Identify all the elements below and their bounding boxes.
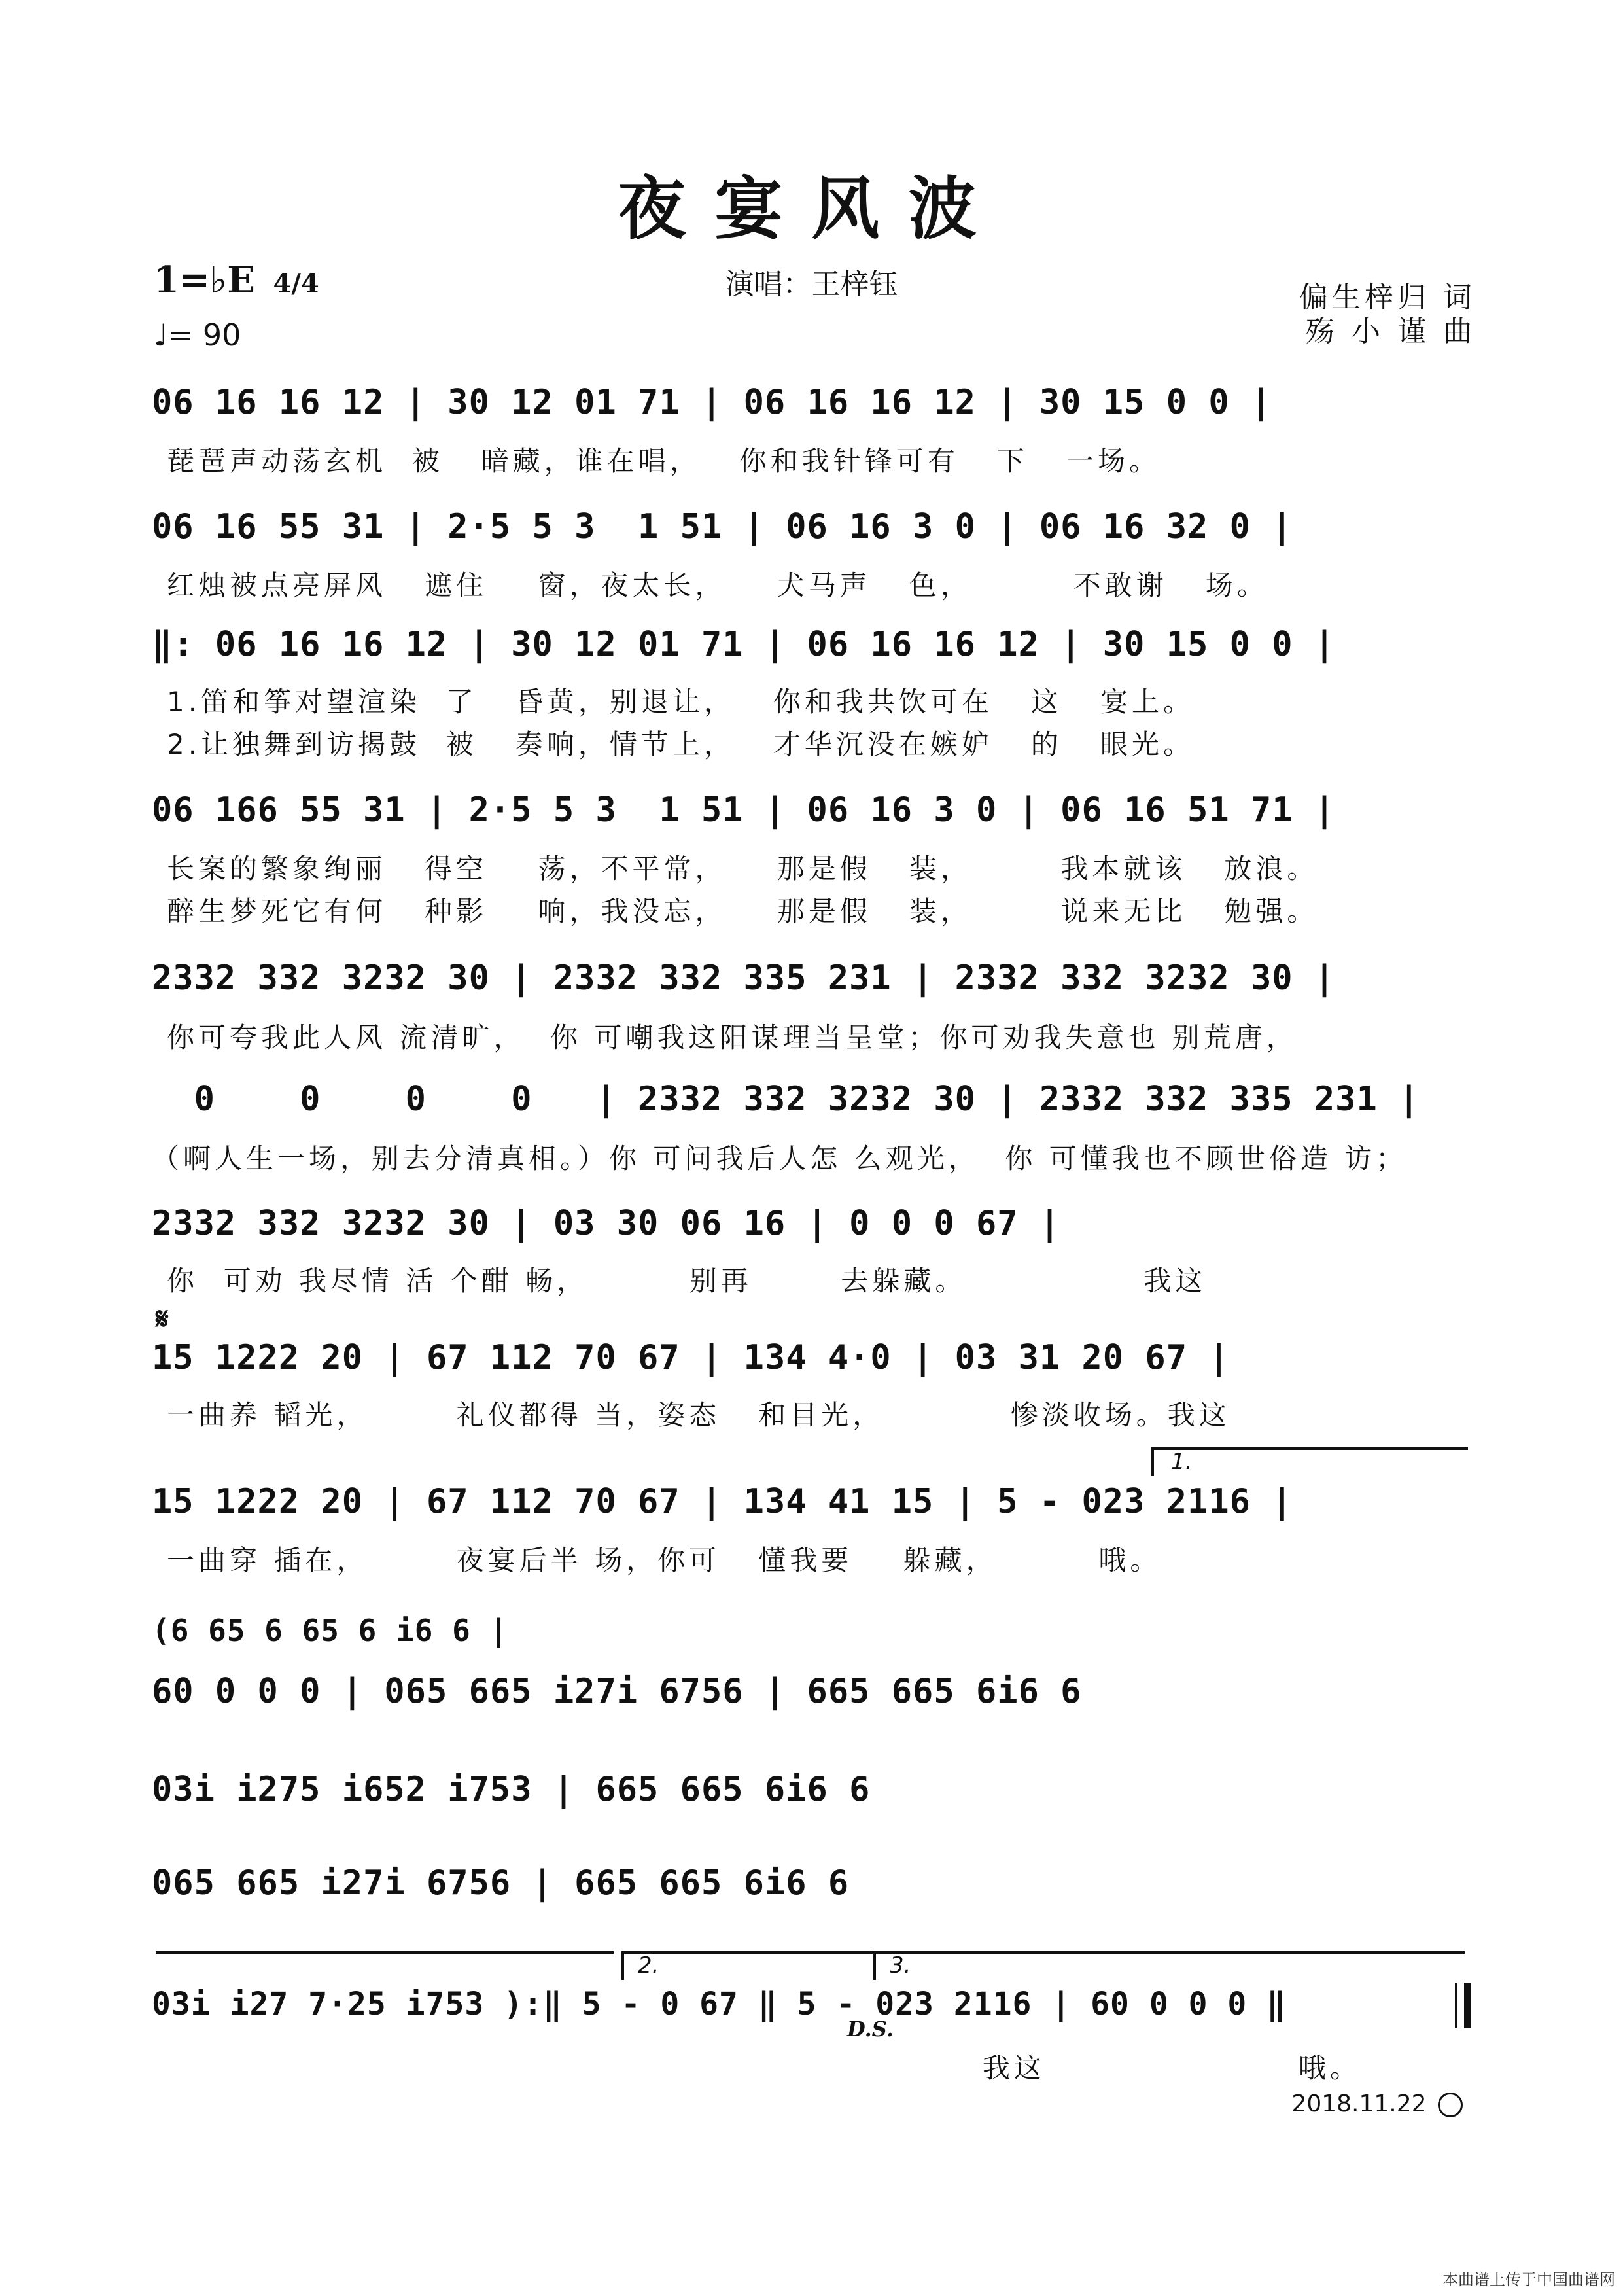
- repeat-bracket: [156, 1951, 614, 1973]
- lyric-line: 红烛被点亮屏风 遮住 窗，夜太长， 犬马声 色， 不敢谢 场。: [167, 569, 1268, 601]
- notation-line: 15 1222 20 | 67 112 70 67 | 134 4·0 | 03 31 20 67 |: [152, 1338, 1230, 1377]
- interlude-line: 065 665 i27i 6756 | 665 665 6i6 6: [152, 1863, 850, 1903]
- notation-line: ‖: 06 16 16 12 | 30 12 01 71 | 06 16 16 12 | 30 15 0 0 |: [152, 625, 1336, 664]
- interlude-line: 03i i275 i652 i753 | 665 665 6i6 6: [152, 1770, 871, 1809]
- singer-credit: 演唱：王梓钰: [725, 268, 898, 301]
- lyric-line: 琵琶声动荡玄机 被 暗藏，谁在唱， 你和我针锋可有 下 一场。: [167, 445, 1161, 477]
- date-text: 2018.11.22: [1291, 2091, 1427, 2117]
- lyric-line: 2.让独舞到访揭鼓 被 奏响，情节上， 才华沉没在嫉妒 的 眼光。: [167, 728, 1195, 760]
- lyric-line: （啊人生一场，别去分清真相。）你 可问我后人怎 么观光， 你 可懂我也不顾世俗造 访；: [152, 1142, 1408, 1174]
- interlude-cue-line: (6 65 6 65 6 i6 6 |: [152, 1613, 509, 1648]
- interlude-line: 60 0 0 0 | 065 665 i27i 6756 | 665 665 6i6 6: [152, 1672, 1082, 1711]
- lyric-line: 你可夸我此人风 流清旷， 你 可嘲我这阳谋理当呈堂；你可劝我失意也 别荒唐，: [167, 1021, 1298, 1053]
- notation-line: 03i i27 7·25 i753 ):‖ 5 - 0 67 ‖ 5 - 023 2116 | 60 0 0 0 ‖: [152, 1986, 1287, 2022]
- lyric-line: 长案的繁象绚丽 得空 荡，不平常， 那是假 装， 我本就该 放浪。: [167, 853, 1319, 885]
- dal-segno-mark: D.S.: [847, 2017, 894, 2041]
- notation-line: 0 0 0 0 | 2332 332 3232 30 | 2332 332 335 231 |: [152, 1080, 1420, 1119]
- volta-2-bracket: [621, 1951, 873, 1980]
- tempo-marking: ♩= 90: [154, 317, 241, 353]
- final-barline: [1464, 1983, 1471, 2028]
- date-stamp: [1291, 2091, 1463, 2117]
- lyricist-credit: 偏生梓归 词: [1299, 281, 1476, 314]
- volta-1-label: 1.: [1171, 1449, 1193, 1475]
- lyric-line: 一曲穿 插在， 夜宴后半 场，你可 懂我要 躲藏， 哦。: [167, 1544, 1162, 1576]
- smiley-icon: [1438, 2093, 1463, 2117]
- notation-line: 2332 332 3232 30 | 2332 332 335 231 | 2332 332 3232 30 |: [152, 959, 1336, 998]
- lyric-line: 醉生梦死它有何 种影 响，我没忘， 那是假 装， 说来无比 勉强。: [167, 895, 1319, 927]
- volta-3-label: 3.: [890, 1952, 911, 1979]
- footer-watermark: 本曲谱上传于中国曲谱网: [1442, 2270, 1615, 2289]
- volta-1-bracket: [1151, 1447, 1468, 1476]
- key-label: 1=♭E: [154, 258, 255, 302]
- time-signature: 4/4: [273, 268, 319, 299]
- notation-line: 06 16 55 31 | 2·5 5 3 1 51 | 06 16 3 0 | 06 16 32 0 |: [152, 507, 1293, 546]
- song-title: 夜宴风波: [618, 168, 1005, 249]
- composer-credit: 殇 小 谨 曲: [1306, 315, 1476, 348]
- segno-sign: 𝄋: [156, 1301, 169, 1336]
- notation-line: 15 1222 20 | 67 112 70 67 | 134 41 15 | 5 - 023 2116 |: [152, 1482, 1293, 1521]
- final-barline-thin: [1455, 1983, 1457, 2028]
- volta-3-bracket: [873, 1951, 1465, 1980]
- notation-line: 06 16 16 12 | 30 12 01 71 | 06 16 16 12 | 30 15 0 0 |: [152, 383, 1272, 422]
- lyric-line: 我这 哦。: [628, 2052, 1361, 2084]
- notation-line: 06 166 55 31 | 2·5 5 3 1 51 | 06 16 3 0 | 06 16 51 71 |: [152, 790, 1336, 830]
- lyric-line: 一曲养 韬光， 礼仪都得 当，姿态 和目光， 惨淡收场。我这: [167, 1399, 1230, 1431]
- lyric-line: 你 可劝 我尽情 活 个酣 畅， 别再 去躲藏。 我这: [167, 1265, 1207, 1297]
- notation-line: 2332 332 3232 30 | 03 30 06 16 | 0 0 0 67 |: [152, 1204, 1061, 1243]
- lyric-line: 1.笛和筝对望渲染 了 昏黄，别退让， 你和我共饮可在 这 宴上。: [167, 686, 1195, 718]
- volta-2-label: 2.: [638, 1952, 659, 1979]
